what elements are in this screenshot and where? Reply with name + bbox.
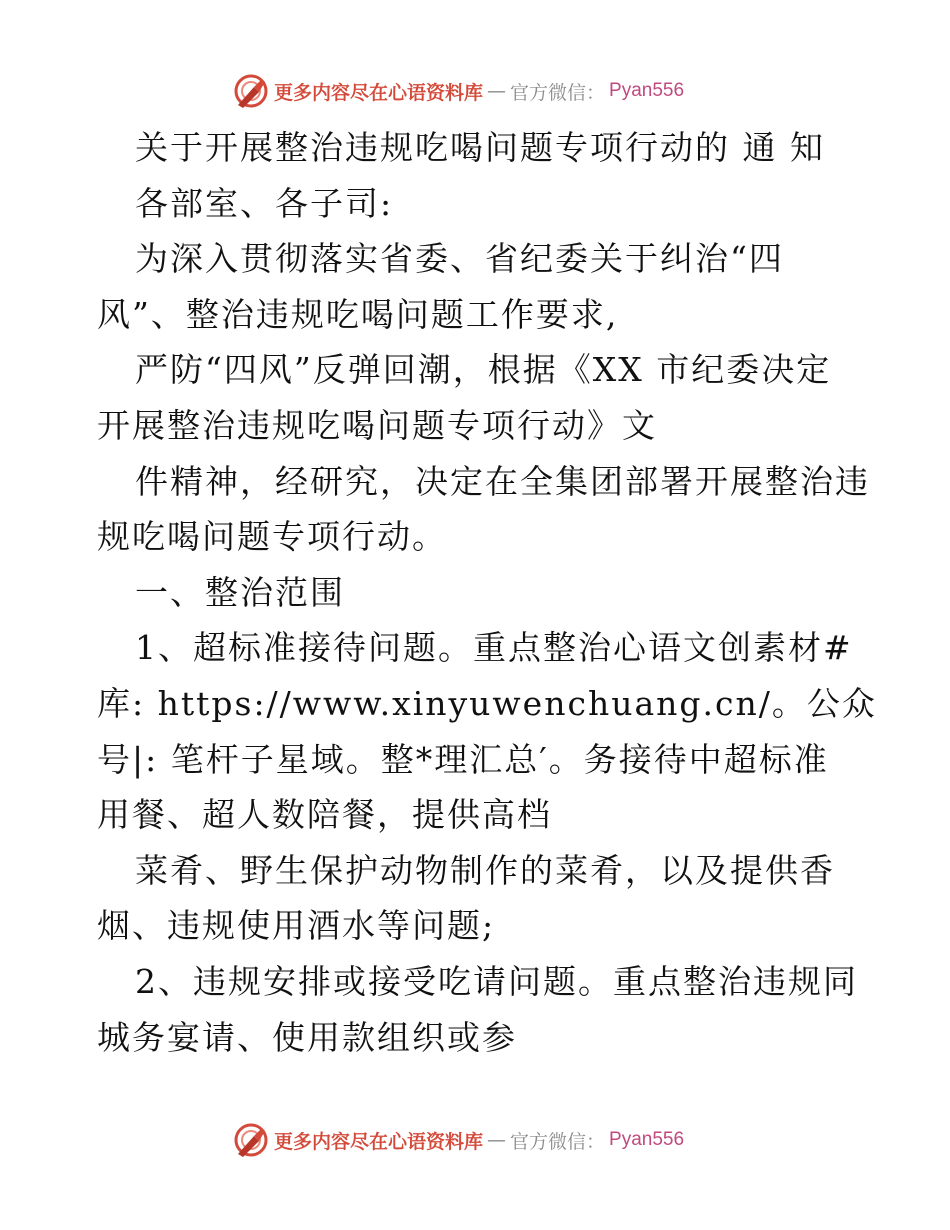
- text-line: 1、超标准接待问题。重点整治心语文创素材#: [135, 628, 853, 668]
- text-line: 用餐、超人数陪餐，提供高档: [97, 795, 552, 835]
- document-body: [97, 128, 877, 1073]
- text-line: 开展整治违规吃喝问题专项行动》文: [97, 405, 657, 445]
- text-line: 烟、违规使用酒水等问题;: [97, 906, 496, 946]
- text-line: 号|: 笔杆子星域。整*理汇总′。务接待中超标准: [97, 739, 829, 779]
- watermark-main-text: 更多内容尽在心语资料库: [274, 81, 484, 104]
- watermark-wechat-label: 官方微信：: [510, 1130, 606, 1153]
- text-line: 件精神，经研究，决定在全集团部署开展整治违: [135, 461, 870, 501]
- text-line: 2、违规安排或接受吃请问题。重点整治违规同: [135, 961, 858, 1001]
- pen-logo-icon: [232, 72, 270, 110]
- watermark-dash: —: [487, 1129, 507, 1151]
- header-watermark: [232, 71, 684, 111]
- text-line: 关于开展整治违规吃喝问题专项行动的 通 知: [135, 128, 825, 167]
- text-line: 一、整治范围: [135, 572, 345, 612]
- watermark-wechat-id: Pyan556: [609, 80, 685, 101]
- text-line: 风”、整治违规吃喝问题工作要求,: [97, 294, 619, 334]
- footer-watermark: [232, 1120, 684, 1160]
- watermark-main-text: 更多内容尽在心语资料库: [274, 1130, 484, 1153]
- pen-logo-icon: [232, 1121, 270, 1159]
- watermark-dash: —: [487, 80, 507, 102]
- text-line: 城务宴请、使用款组织或参: [97, 1017, 517, 1057]
- text-line: 各部室、各子司:: [135, 183, 394, 223]
- text-line: 库: https://www.xinyuwenchuang.cn/。公众: [97, 683, 877, 723]
- text-line: 规吃喝问题专项行动。: [97, 517, 447, 557]
- text-line: 菜肴、野生保护动物制作的菜肴，以及提供香: [135, 850, 835, 890]
- text-line: 严防“四风”反弹回潮，根据《XX 市纪委决定: [135, 350, 832, 390]
- text-line: 为深入贯彻落实省委、省纪委关于纠治“四: [135, 239, 784, 279]
- watermark-wechat-id: Pyan556: [609, 1129, 685, 1150]
- watermark-wechat-label: 官方微信：: [510, 81, 606, 104]
